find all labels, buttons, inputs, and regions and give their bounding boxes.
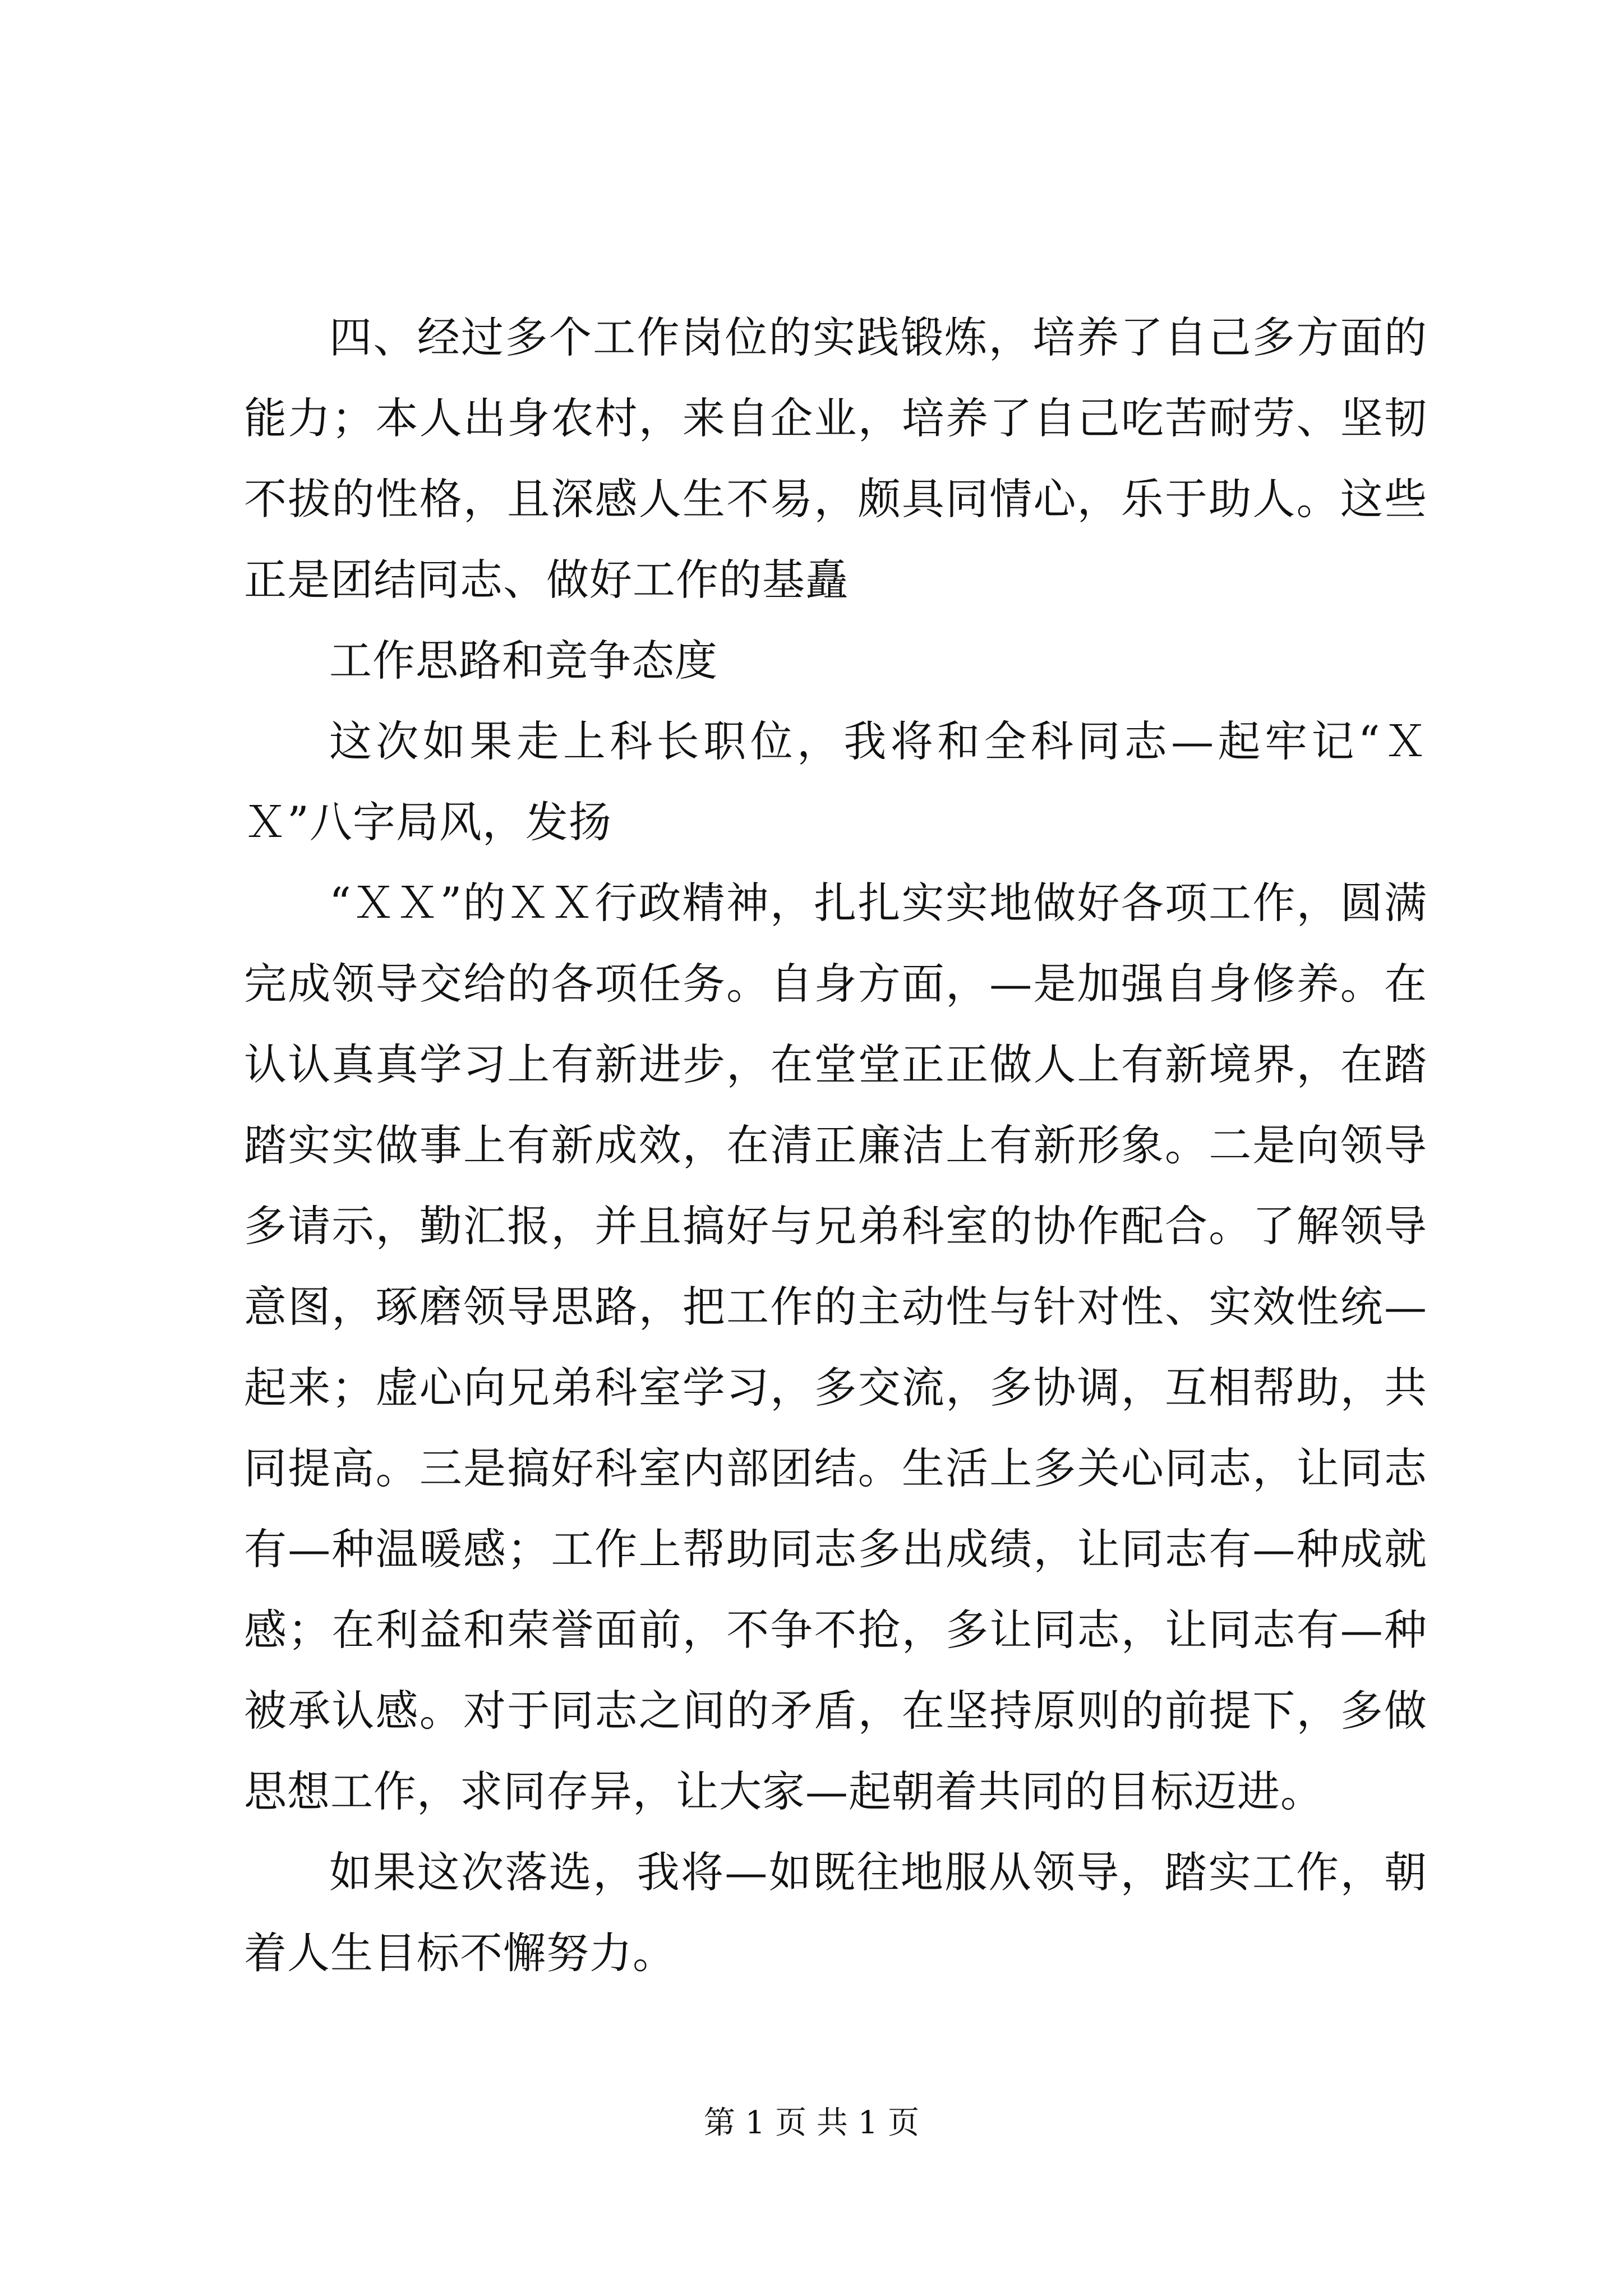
paragraph-ability: 四、经过多个工作岗位的实践锻炼，培养了自己多方面的能力；本人出身农村，来自企业，培养了自己吃苦耐劳、坚韧不拔的性格，且深感人生不易，颇具同情心，乐于助人。这些正是团结同志、做好工作的基矗 <box>244 312 1427 605</box>
page-number-footer: 第 1 页 共 1 页 <box>703 2105 920 2141</box>
document-body <box>244 297 1427 1994</box>
paragraph-if-selected: 这次如果走上科长职位，我将和全科同志—起牢记“ＸＸ”八字局风，发扬 <box>244 716 1427 847</box>
paragraph-if-not-selected: 如果这次落选，我将—如既往地服从领导，踏实工作，朝着人生目标不懈努力。 <box>244 1847 1427 1978</box>
section-heading-work-ideas: 工作思路和竞争态度 <box>329 636 718 685</box>
paragraph-work-plan: “ＸＸ”的ＸＸ行政精神，扎扎实实地做好各项工作，圆满完成领导交给的各项任务。自身方面，—是加强自身修养。在认认真真学习上有新进步，在堂堂正正做人上有新境界，在踏踏实实做事上有新成效，在清正廉洁上有新形象。二是向领导多请示，勤汇报，并且搞好与兄弟科室的协作配合。了解领导意图，琢磨领导思路，把工作的主动性与针对性、实效性统—起来；虚心向兄弟科室学习，多交流，多协调，互相帮助，共同提高。三是搞好科室内部团结。生活上多关心同志，让同志有—种温暖感；工作上帮助同志多出成绩，让同志有—种成就感；在利益和荣誉面前，不争不抢，多让同志，让同志有—种被承认感。对于同志之间的矛盾，在坚持原则的前提下，多做思想工作，求同存异，让大家—起朝着共同的目标迈进。 <box>244 878 1427 1816</box>
